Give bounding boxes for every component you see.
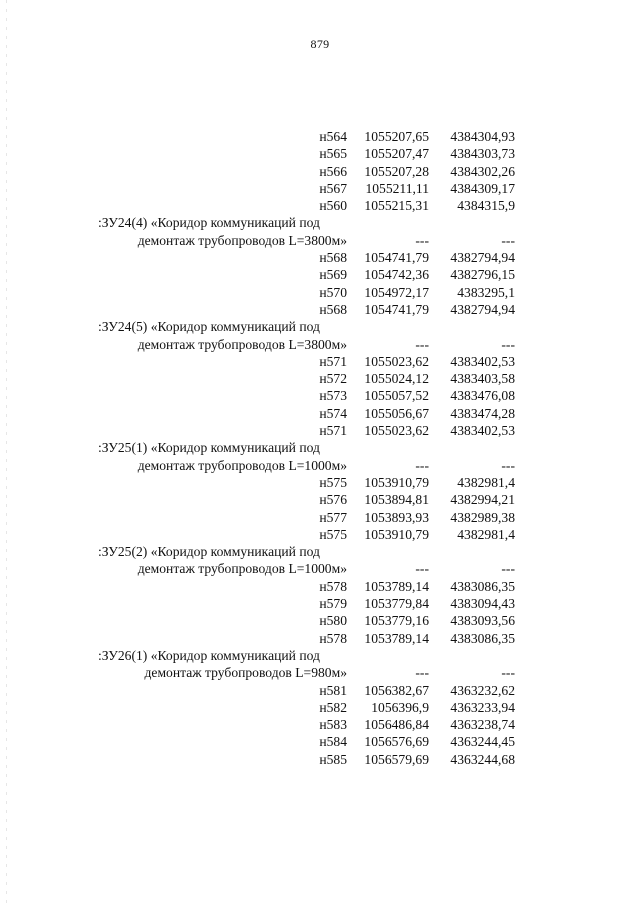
table-row [0, 284, 640, 301]
coord-y: 4382794,94 [450, 301, 515, 317]
table-row [0, 699, 640, 716]
coord-y: 4363244,68 [450, 751, 515, 767]
table-row [0, 509, 640, 526]
point-id: н584 [319, 734, 347, 750]
point-id: н570 [319, 284, 347, 300]
coord-y: 4382794,94 [450, 250, 515, 266]
coord-x: 1055207,65 [364, 129, 429, 144]
table-row [0, 751, 640, 768]
table-row [0, 180, 640, 197]
coord-x: 1056486,84 [364, 717, 429, 733]
point-id: н585 [319, 751, 347, 767]
parcel-heading [0, 318, 640, 335]
table-row [0, 491, 640, 508]
table-row [0, 474, 640, 491]
table-row [0, 197, 640, 214]
coord-y: 4384303,73 [450, 146, 515, 162]
parcel-purpose: демонтаж трубопроводов L=1000м» [137, 561, 347, 577]
table-row [0, 526, 640, 543]
coord-x: 1055023,62 [364, 423, 429, 439]
parcel-purpose: демонтаж трубопроводов L=980м» [144, 665, 347, 681]
coord-y-placeholder: --- [501, 457, 515, 473]
coord-y: 4383086,35 [450, 630, 515, 646]
parcel-purpose: демонтаж трубопроводов L=1000м» [137, 457, 347, 473]
point-id: н565 [319, 146, 347, 162]
coord-y: 4363233,94 [450, 699, 515, 715]
coord-x-placeholder: --- [415, 561, 429, 577]
coord-y: 4384304,93 [450, 129, 515, 144]
parcel-title: :ЗУ26(1) «Коридор коммуникаций под [98, 647, 320, 663]
coord-x-placeholder: --- [415, 232, 429, 248]
coord-y: 4363232,62 [450, 682, 515, 698]
coord-x: 1053893,93 [364, 509, 429, 525]
parcel-heading-continued [0, 336, 640, 353]
coord-x: 1056579,69 [364, 751, 429, 767]
coord-y-placeholder: --- [501, 665, 515, 681]
point-id: н579 [319, 596, 347, 612]
coord-y: 4382989,38 [450, 509, 515, 525]
parcel-heading [0, 543, 640, 560]
coord-x: 1055215,31 [364, 198, 429, 214]
point-id: н569 [319, 267, 347, 283]
coord-y-placeholder: --- [501, 232, 515, 248]
parcel-heading-continued [0, 664, 640, 681]
point-id: н576 [319, 492, 347, 508]
point-id: н577 [319, 509, 347, 525]
page-number: 879 [310, 37, 330, 51]
parcel-title: :ЗУ25(2) «Коридор коммуникаций под [98, 544, 320, 560]
coord-x: 1053789,14 [364, 630, 429, 646]
point-id: н560 [319, 198, 347, 214]
point-id: н580 [319, 613, 347, 629]
coord-y: 4384309,17 [450, 180, 515, 196]
coord-x: 1054742,36 [364, 267, 429, 283]
coord-y: 4383295,1 [457, 284, 515, 300]
table-row [0, 387, 640, 404]
table-row [0, 266, 640, 283]
coord-y: 4383402,53 [450, 423, 515, 439]
table-row [0, 630, 640, 647]
coordinates-table [0, 128, 640, 768]
parcel-heading [0, 439, 640, 456]
parcel-heading [0, 647, 640, 664]
table-row [0, 128, 640, 145]
coord-y: 4382981,4 [457, 526, 515, 542]
point-id: н578 [319, 630, 347, 646]
table-row [0, 733, 640, 750]
coord-x: 1055023,62 [364, 353, 429, 369]
coord-x: 1053789,14 [364, 578, 429, 594]
parcel-heading [0, 214, 640, 231]
coord-x: 1055057,52 [364, 388, 429, 404]
parcel-title: :ЗУ24(4) «Коридор коммуникаций под [98, 215, 320, 231]
coord-x: 1054741,79 [364, 250, 429, 266]
coord-y-placeholder: --- [501, 336, 515, 352]
point-id: н566 [319, 163, 347, 179]
coord-x: 1055207,28 [364, 163, 429, 179]
coord-x: 1054741,79 [364, 301, 429, 317]
point-id: н574 [319, 405, 347, 421]
coord-y: 4384302,26 [450, 163, 515, 179]
table-row [0, 612, 640, 629]
point-id: н582 [319, 699, 347, 715]
point-id: н568 [319, 250, 347, 266]
point-id: н571 [319, 353, 347, 369]
parcel-title: :ЗУ24(5) «Коридор коммуникаций под [98, 319, 320, 335]
table-row [0, 353, 640, 370]
coord-x-placeholder: --- [415, 665, 429, 681]
point-id: н575 [319, 526, 347, 542]
table-row [0, 405, 640, 422]
parcel-purpose: демонтаж трубопроводов L=3800м» [137, 336, 347, 352]
table-row [0, 578, 640, 595]
coord-x: 1053779,16 [364, 613, 429, 629]
table-row [0, 301, 640, 318]
coord-x: 1056576,69 [364, 734, 429, 750]
coord-x: 1053779,84 [364, 596, 429, 612]
point-id: н573 [319, 388, 347, 404]
coord-y: 4383474,28 [450, 405, 515, 421]
coord-x-placeholder: --- [415, 336, 429, 352]
coord-y: 4382981,4 [457, 474, 515, 490]
point-id: н575 [319, 474, 347, 490]
point-id: н578 [319, 578, 347, 594]
coord-x: 1053894,81 [364, 492, 429, 508]
coord-y: 4383086,35 [450, 578, 515, 594]
point-id: н567 [319, 180, 347, 196]
parcel-purpose: демонтаж трубопроводов L=3800м» [137, 232, 347, 248]
coord-y: 4363244,45 [450, 734, 515, 750]
parcel-heading-continued [0, 457, 640, 474]
coord-y: 4363238,74 [450, 717, 515, 733]
coord-y-placeholder: --- [501, 561, 515, 577]
coord-x-placeholder: --- [415, 457, 429, 473]
table-row [0, 716, 640, 733]
table-row [0, 249, 640, 266]
coord-y: 4383403,58 [450, 371, 515, 387]
table-row [0, 370, 640, 387]
table-row [0, 422, 640, 439]
coord-x: 1056396,9 [371, 699, 429, 715]
point-id: н571 [319, 423, 347, 439]
coord-x: 1054972,17 [364, 284, 429, 300]
coord-x: 1055211,11 [365, 180, 429, 196]
coord-x: 1055207,47 [364, 146, 429, 162]
point-id: н572 [319, 371, 347, 387]
point-id: н581 [319, 682, 347, 698]
table-row [0, 163, 640, 180]
parcel-heading-continued [0, 232, 640, 249]
table-row [0, 595, 640, 612]
coord-x: 1053910,79 [364, 474, 429, 490]
coord-y: 4383476,08 [450, 388, 515, 404]
table-row [0, 145, 640, 162]
coord-y: 4382796,15 [450, 267, 515, 283]
coord-y: 4382994,21 [450, 492, 515, 508]
coord-x: 1056382,67 [364, 682, 429, 698]
parcel-title: :ЗУ25(1) «Коридор коммуникаций под [98, 440, 320, 456]
point-id: н564 [319, 129, 347, 144]
coord-x: 1055056,67 [364, 405, 429, 421]
coord-y: 4383093,56 [450, 613, 515, 629]
coord-x: 1055024,12 [364, 371, 429, 387]
parcel-heading-continued [0, 560, 640, 577]
coord-y: 4384315,9 [457, 198, 515, 214]
coord-y: 4383402,53 [450, 353, 515, 369]
table-row [0, 682, 640, 699]
coord-y: 4383094,43 [450, 596, 515, 612]
point-id: н583 [319, 717, 347, 733]
coord-x: 1053910,79 [364, 526, 429, 542]
point-id: н568 [319, 301, 347, 317]
